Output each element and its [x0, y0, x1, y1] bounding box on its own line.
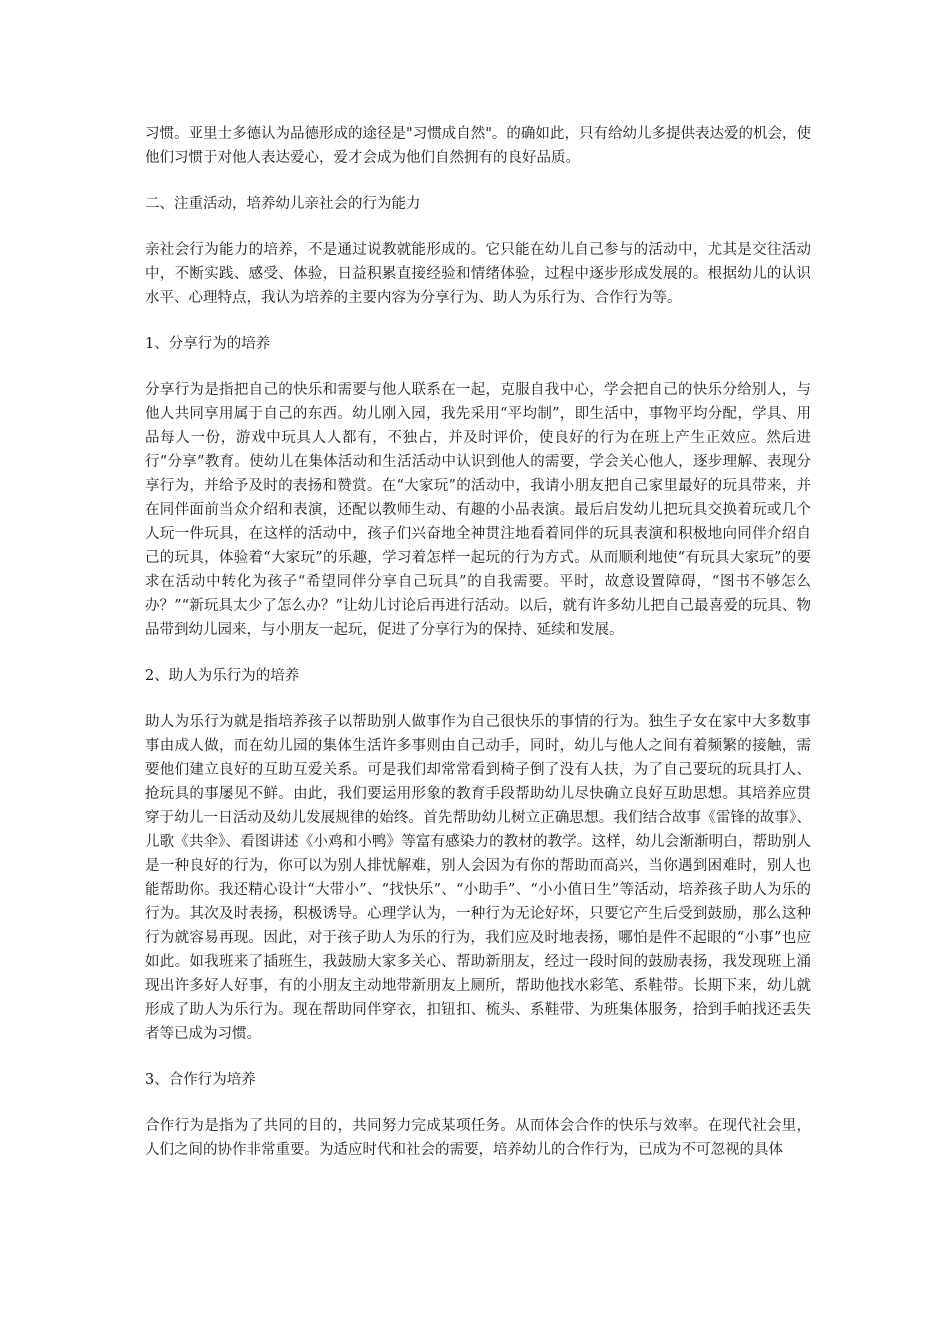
- paragraph-helping: 助人为乐行为就是指培养孩子以帮助别人做事作为自己很快乐的事情的行为。独生子女在家中大多数事事由成人做，而在幼儿园的集体生活许多事则由自己动手，同时，幼儿与他人之间有着频繁的接触，需要他们建立良好的互助互爱关系。可是我们却常常看到椅子倒了没有人扶，为了自己要玩的玩具打人、抢玩具的事屡见不鲜。由此，我们要运用形象的教育手段帮助幼儿尽快确立良好互助思想。其培养应贯穿于幼儿一日活动及幼儿发展规律的始终。首先帮助幼儿树立正确思想。我们结合故事《雷锋的故事》、儿歌《共伞》、看图讲述《小鸡和小鸭》等富有感染力的教材的教学。这样，幼儿会渐渐明白，帮助别人是一种良好的行为，你可以为别人排忧解难，别人会因为有你的帮助而高兴，当你遇到困难时，别人也能帮助你。我还精心设计“大带小”、“找快乐”、“小助手”、“小小值日生”等活动，培养孩子助人为乐的行为。其次及时表扬，积极诱导。心理学认为，一种行为无论好坏，只要它产生后受到鼓励，那么这种行为就容易再现。因此，对于孩子助人为乐的行为，我们应及时地表扬，哪怕是件不起眼的“小事”也应如此。如我班来了插班生，我鼓励大家多关心、帮助新朋友，经过一段时间的鼓励表扬，我发现班上涌现出许多好人好事，有的小朋友主动地带新朋友上厕所，帮助他找水彩笔、系鞋带。长期下来，幼儿就形成了助人为乐行为。现在帮助同伴穿衣，扣钮扣、梳头、系鞋带、为班集体服务，拾到手帕找还丢失者等已成为习惯。: [145, 714, 811, 1042]
- section-heading-2: 二、注重活动，培养幼儿亲社会的行为能力: [145, 196, 421, 212]
- paragraph-sharing: 分享行为是指把自己的快乐和需要与他人联系在一起，克服自我中心，学会把自己的快乐分给别人，与他人共同享用属于自己的东西。幼儿刚入园，我先采用“平均制”，即生活中，事物平均分配，学具、用品每人一份，游戏中玩具人人都有，不独占，并及时评价，使良好的行为在班上产生正效应。然后进行“分享”教育。使幼儿在集体活动和生活活动中认识到他人的需要，学会关心他人，逐步理解、表现分享行为，并给予及时的表扬和赞赏。在“大家玩”的活动中，我请小朋友把自己家里最好的玩具带来，并在同伴面前当众介绍和表演，还配以教师生动、有趣的小品表演。最后启发幼儿把玩具交换着玩或几个人玩一件玩具，在这样的活动中，孩子们兴奋地全神贯注地看着同伴的玩具表演和积极地向同伴介绍自己的玩具，体验着“大家玩”的乐趣，学习着怎样一起玩的行为方式。从而顺利地使“有玩具大家玩”的要求在活动中转化为孩子“希望同伴分享自己玩具”的自我需要。平时，故意设置障碍，“图书不够怎么办？”“新玩具太少了怎么办？”让幼儿讨论后再进行活动。以后，就有许多幼儿把自己最喜爱的玩具、物品带到幼儿园来，与小朋友一起玩，促进了分享行为的保持、延续和发展。: [145, 382, 811, 638]
- paragraph-section-2: 亲社会行为能力的培养，不是通过说教就能形成的。它只能在幼儿自己参与的活动中，尤其是交往活动中，不断实践、感受、体验，日益积累直接经验和情绪体验，过程中逐步形成发展的。根据幼儿的认识水平、心理特点，我认为培养的主要内容为分享行为、助人为乐行为、合作行为等。: [145, 242, 811, 306]
- paragraph-cooperation: 合作行为是指为了共同的目的，共同努力完成某项任务。从而体会合作的快乐与效率。在现代社会里，人们之间的协作非常重要。为适应时代和社会的需要，培养幼儿的合作行为，已成为不可忽视的具体: [145, 1118, 811, 1158]
- subheading-sharing: 1、分享行为的培养: [145, 336, 271, 352]
- paragraph-intro: 习惯。亚里士多德认为品德形成的途径是"习惯成自然"。的确如此，只有给幼儿多提供表达爱的机会，使他们习惯于对他人表达爱心，爱才会成为他们自然拥有的良好品质。: [145, 126, 811, 166]
- document-page: [145, 122, 811, 1162]
- subheading-helping: 2、助人为乐行为的培养: [145, 668, 300, 684]
- subheading-cooperation: 3、合作行为培养: [145, 1072, 256, 1088]
